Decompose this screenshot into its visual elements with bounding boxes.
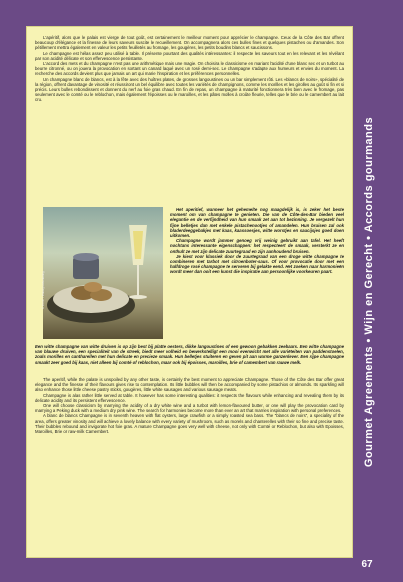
page-number: 67 [361,558,373,570]
photo-illustration [43,207,163,339]
english-paragraph: The aperitif, while the palate is unspoiled by any other taste, is certainly the best moment to appreciate Champagne. Those of the Côte des Bar offer great elegance and the finesse of their flavours gives rise to contemplation. Its little bubbles will then be accompanied by some pistachios or almonds. Its sparkling will also enhance those little cheese pastry sticks, gougères, little white sausages and various sausage meats. [35,377,344,393]
french-paragraph: L'apéritif, alors que le palais est vierge de tout goût, est certainement le meilleur moment pour apprécier le champagne. Ceux de la Côte des Bar offrent beaucoup d'élégance et la finesse de leurs saveurs suscite le recueillement. On accompagnera alors ces bulles fines et quelques pistaches ou d'amandes. Son pétillement mettra également en valeur les petits feuilletés au fromage, les gougères, les petits boudins blancs et saucissons. [35,35,344,51]
dutch-paragraph: Het aperitief, wanneer het gehemelte nog maagdelijk is, is zeker het beste moment om van champagne te genieten. Die van de Côte-des-Bar bieden veel elegantie en de verfijndheid van hun smaak zet aan tot bezinning. Je vergezelt hun fijne belletjes dan met enkele pistachenootjes of amandelen. Hun bruisen zal ook bladerdeeggebakjes met kaas, kaassoesjes, witte worstjes en saucijsjes goed doen uitkomen. [170,207,344,239]
english-paragraph: Champagne is alas rather little served at table. It however has some interesting qualities: it respects the flavours while enhancing and revealing them by its delicate acidity and its persistent effervescence. [35,392,344,403]
dutch-paragraph: Champagne wordt jammer genoeg vrij weinig gebruikt aan tafel. Het heeft nochtans interessante eigenschappen: het respecteert de smaak, versterkt ze en onthult ze met zijn delicate zuurtegraad en zijn aanhoudend bruisen. [170,238,344,254]
dutch-text-beside-photo [170,207,344,275]
champagne-food-photo [43,207,163,339]
photo-credit: © CIVC / Pdesign-Marketing [41,271,45,309]
text-page [26,26,353,558]
french-paragraph: Un champagne blanc de blancs, est à la fête avec des huîtres plates, de grosses langoustines ou un bar simplement rôti. Les «blancs de noirs», spécialité de la région, offrent davantage de vinosité et réussiront un bel équilibre avec toutes les variétés de champignons, comme les morilles et les girolles au goût si fin et si précis. Leurs bulles rebondissent et donnent du nerf au foie gras chaud. En fin de repas, un champagne à maturité fonctionnera très bien avec le fromage, pas seulement avec le comté ou le reblochon, mais également l'époisses ou le maroilles, et les pâtes molles à croûte fleurie, telles que le brie ou le camembert au lait cru. [35,76,344,103]
english-text [35,377,344,434]
english-paragraph: A blanc de blancs Champagne is in seventh heaven with flat oysters, large crawfish or a simply roasted sea bass. The “blancs de noirs”, a speciality of the area, offers greater vinosity and will achieve a lovely balance with every variety of mushroom, such as morels and chanterelles with their so fine and precise taste. Their bubbles rebound and invigorate hot foie gras. A mature Champagne goes very well with cheese, not only with Comté or Reblochon, but also with Epoisses, Maroilles, Brie or raw-milk Camembert. [35,413,344,435]
english-paragraph: One will choose classicism by marrying the acidity of a dry white wine and a turbot with lemon-flavoured butter, or one will play the provocation card by marrying a Peking duck with a medium dry pink wine. The search for harmonies become more than ever an art that marries inspiration with personal preferences. [35,403,344,414]
side-title: Gourmet Agreements • Wijn en Gerecht • Accords gourmands [363,116,375,468]
dutch-text-below-photo: Een witte champagne van witte druiven is op zijn best bij platte oesters, dikke langoustines of een gewoon gebakken zeebaars. Een witte champagne van blauwe druiven, een specialiteit van de streek, biedt meer volheid en bewerkstelligt een mooi evenwicht met alle variëteiten van paddenstoelen, zoals morilles en cantharellen met hun delicate en precieze smaak. Hun belletjes stuiteren en geven pit aan warme ganzenlever. Een rijpe champagne smaakt zeer goed bij kaas, niet alleen bij comté of reblochon, maar ook bij époisses, maroilles, brie of camembert van rauwe melk. [35,344,344,365]
dutch-paragraph: Je kiest voor klassiek door de zuurtegraad van een droge witte champagne te combineren met tarbot met citroenboter-saus. Of voor provocatie door met een halfdroge rosé champagne te serveren bij gelakte eend. Het zoeken naar harmonieën wordt meer dan ooit een kunst die inspiratie aan persoonlijke voorkeuren paart. [170,253,344,275]
french-paragraph: Le champagne est hélas assez peu utilisé à table. Il présente pourtant des qualités intéressantes: il respecte les saveurs tout en les relevant et les révélant par son acidité délicate et son effervescence persistante. [35,50,344,61]
french-paragraph: L'accord des mets et du champagne n'est pas une arithmétique mais une magie. On choisira le classicisme en mariant l'acidité d'une blanc sec et un turbot au beurre citronné, ou on jouera la provocation en sortant un canard laqué avec un rosé demi-sec. Le champagne s'adapte aux humeurs et envies du moment. La recherche des accords devient plus que jamais un art qui marie l'inspiration et les préférences personnelles. [35,61,344,77]
side-title-band [358,26,380,558]
french-text [35,35,344,103]
